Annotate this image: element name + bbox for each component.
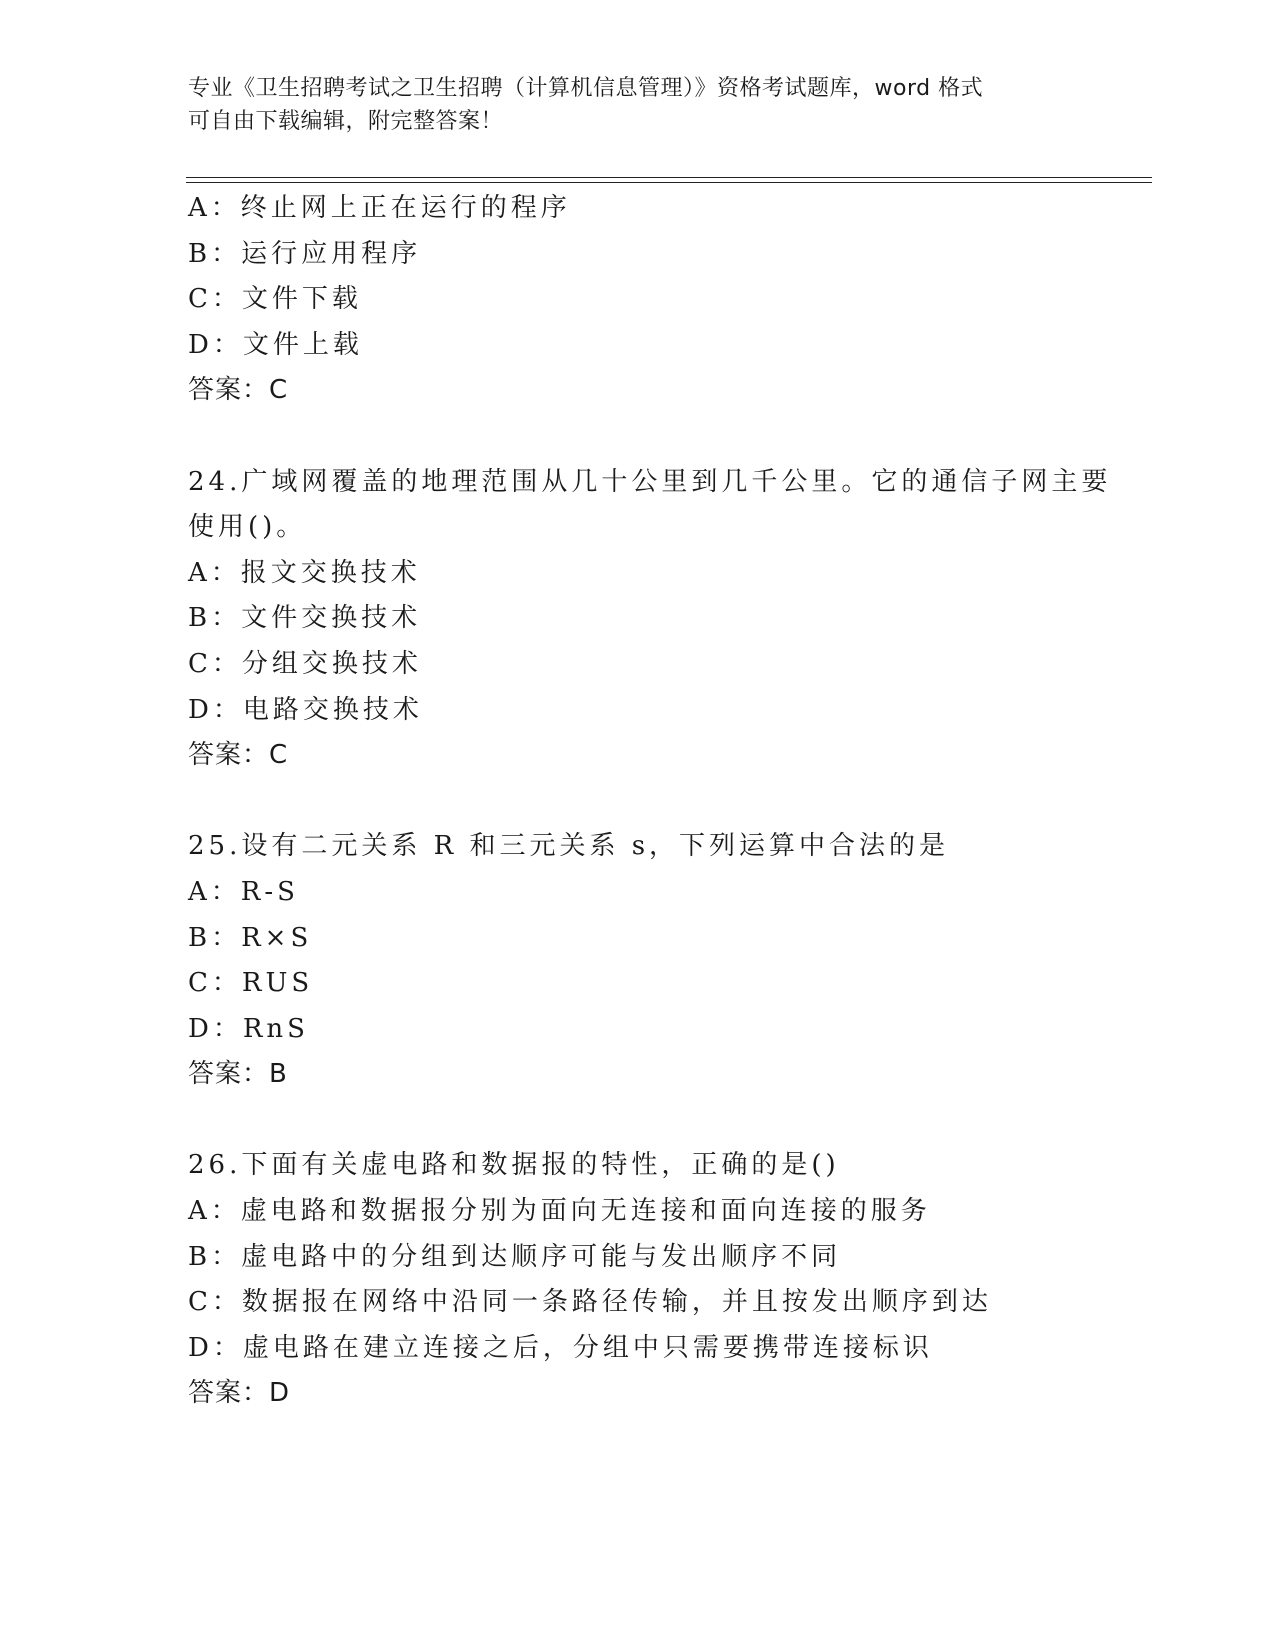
question-block-24 [188,460,1112,779]
question-block-26 [188,1143,1088,1417]
option-c: C：数据报在网络中沿同一条路径传输，并且按发出顺序到达 [188,1287,992,1318]
option-c: C：RUS [188,968,314,999]
header-title-line-2: 可自由下载编辑，附完整答案！ [188,109,504,134]
option-b: B：运行应用程序 [188,238,422,269]
header-divider-bottom [186,182,1152,183]
document-header [188,72,1088,138]
question-block-23 [188,186,1088,414]
header-title-line-1: 专业《卫生招聘考试之卫生招聘（计算机信息管理）》资格考试题库，word 格式 [188,76,984,101]
answer-line: 答案：C [188,740,289,771]
option-d: D：RnS [188,1013,309,1044]
spacer [188,779,1088,825]
question-stem-line-2: 使用()。 [188,512,307,543]
option-c: C：分组交换技术 [188,648,422,679]
option-a: A：报文交换技术 [188,557,421,588]
option-d: D：文件上载 [188,329,363,360]
question-stem-line-1: 26.下面有关虚电路和数据报的特性，正确的是() [188,1150,840,1181]
option-b: B：R×S [188,922,313,953]
option-b: B：虚电路中的分组到达顺序可能与发出顺序不同 [188,1241,842,1272]
answer-line: 答案：C [188,375,289,406]
question-stem-line-1: 25.设有二元关系 R 和三元关系 s，下列运算中合法的是 [188,831,950,862]
option-b: B：文件交换技术 [188,603,422,634]
option-d: D：电路交换技术 [188,694,423,725]
option-a: A：终止网上正在运行的程序 [188,193,571,223]
spacer [188,1098,1088,1144]
question-stem-line-1: 24.广域网覆盖的地理范围从几十公里到几千公里。它的通信子网主要 [188,466,1112,497]
option-a: A：R-S [188,876,299,907]
option-d: D：虚电路在建立连接之后，分组中只需要携带连接标识 [188,1332,933,1363]
question-block-25 [188,824,1088,1098]
answer-line: 答案：B [188,1059,288,1090]
option-c: C：文件下载 [188,284,362,315]
spacer [188,414,1088,460]
answer-line: 答案：D [188,1378,291,1409]
header-divider-top [186,177,1152,178]
option-a: A：虚电路和数据报分别为面向无连接和面向连接的服务 [188,1196,931,1227]
question-list [188,186,1112,1417]
